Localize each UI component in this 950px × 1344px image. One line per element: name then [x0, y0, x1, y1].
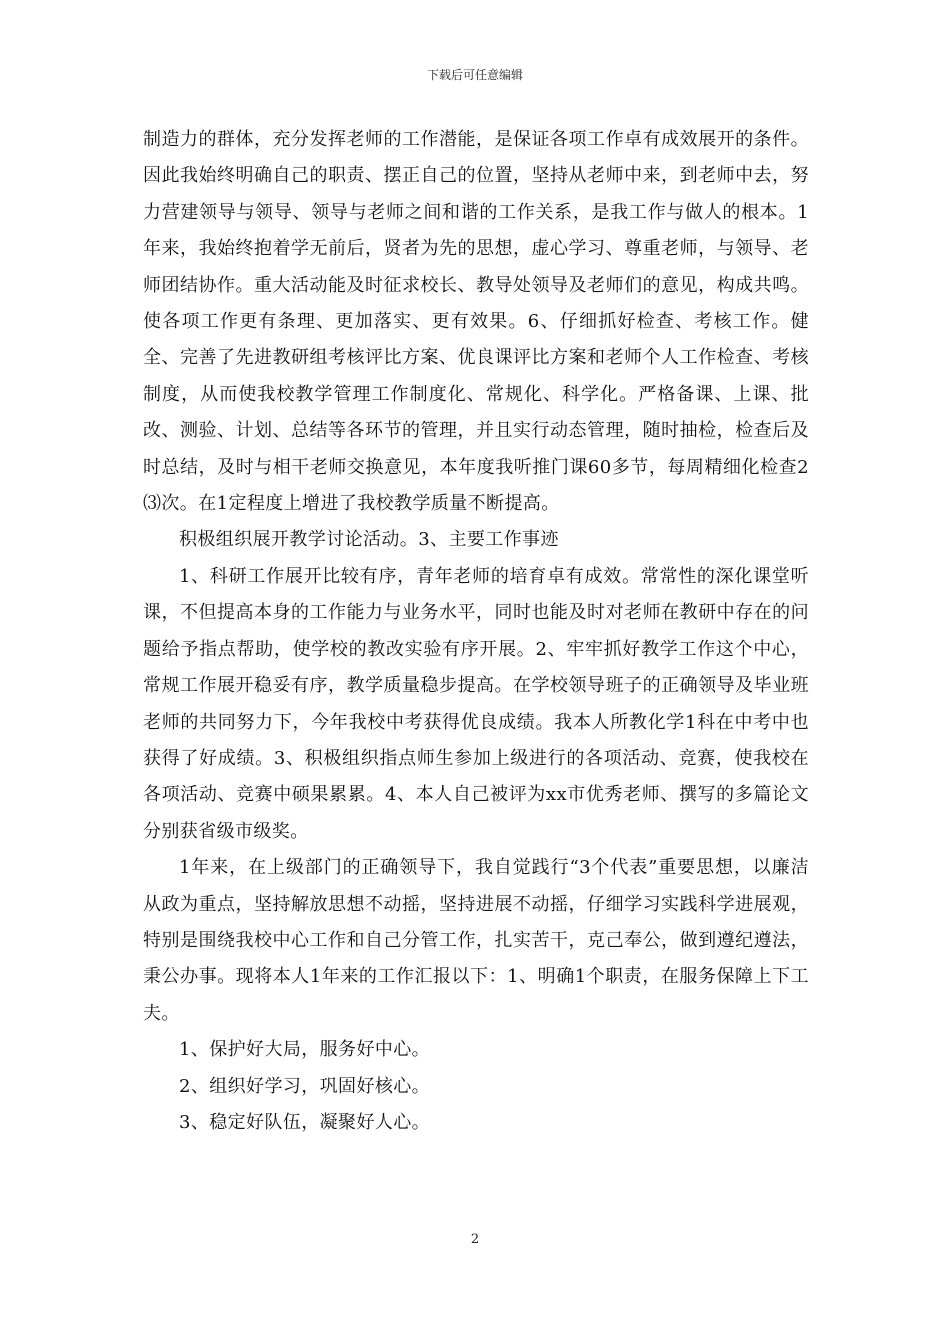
- page-number: 2: [470, 1232, 480, 1247]
- paragraph-1: 制造力的群体，充分发挥老师的工作潜能，是保证各项工作卓有成效展开的条件。因此我始终明确自己的职责、摆正自己的位置，坚持从老师中来，到老师中去，努力营建领导与领导、领导与老师之间和谐的工作关系，是我工作与做人的根本。1年来，我始终抱着学无前后，贤者为先的思想，虚心学习、尊重老师，与领导、老师团结协作。重大活动能及时征求校长、教导处领导及老师们的意见，构成共鸣。使各项工作更有条理、更加落实、更有效果。6、仔细抓好检查、考核工作。健全、完善了先进教研组考核评比方案、优良课评比方案和老师个人工作检查、考核制度，从而使我校教学管理工作制度化、常规化、科学化。严格备课、上课、批改、测验、计划、总结等各环节的管理，并且实行动态管理，随时抽检，检查后及时总结，及时与相干老师交换意见，本年度我听推门课60多节，每周精细化检查2⑶次。在1定程度上增进了我校教学质量不断提高。: [143, 129, 809, 515]
- page-header: 下载后可任意编辑: [426, 68, 523, 82]
- paragraph-4: 1年来，在上级部门的正确领导下，我自觉践行“3个代表”重要思想，以廉洁从政为重点，坚持解放思想不动摇，坚持进展不动摇，仔细学习实践科学进展观，特别是围绕我校中心工作和自己分管工作，扎实苦干，克己奉公，做到遵纪遵法，秉公办事。现将本人1年来的工作汇报以下：1、明确1个职责，在服务保障上下工夫。: [143, 857, 809, 1024]
- document-body: [143, 122, 809, 1141]
- list-item-3: 3、稳定好队伍，凝聚好人心。: [179, 1111, 431, 1133]
- list-item-1: 1、保护好大局，服务好中心。: [179, 1039, 431, 1061]
- paragraph-2: 积极组织展开教学讨论活动。3、主要工作事迹: [179, 529, 559, 551]
- paragraph-3: 1、科研工作展开比较有序，青年老师的培育卓有成效。常常性的深化课堂听课，不但提高本身的工作能力与业务水平，同时也能及时对老师在教研中存在的问题给予指点帮助，使学校的教改实验有序开展。2、牢牢抓好教学工作这个中心，常规工作展开稳妥有序，教学质量稳步提高。在学校领导班子的正确领导及毕业班老师的共同努力下，今年我校中考获得优良成绩。我本人所教化学1科在中考中也获得了好成绩。3、积极组织指点师生参加上级进行的各项活动、竞赛，使我校在各项活动、竞赛中硕果累累。4、本人自己被评为xx市优秀老师、撰写的多篇论文分别获省级市级奖。: [143, 565, 809, 842]
- list-item-2: 2、组织好学习，巩固好核心。: [179, 1075, 431, 1097]
